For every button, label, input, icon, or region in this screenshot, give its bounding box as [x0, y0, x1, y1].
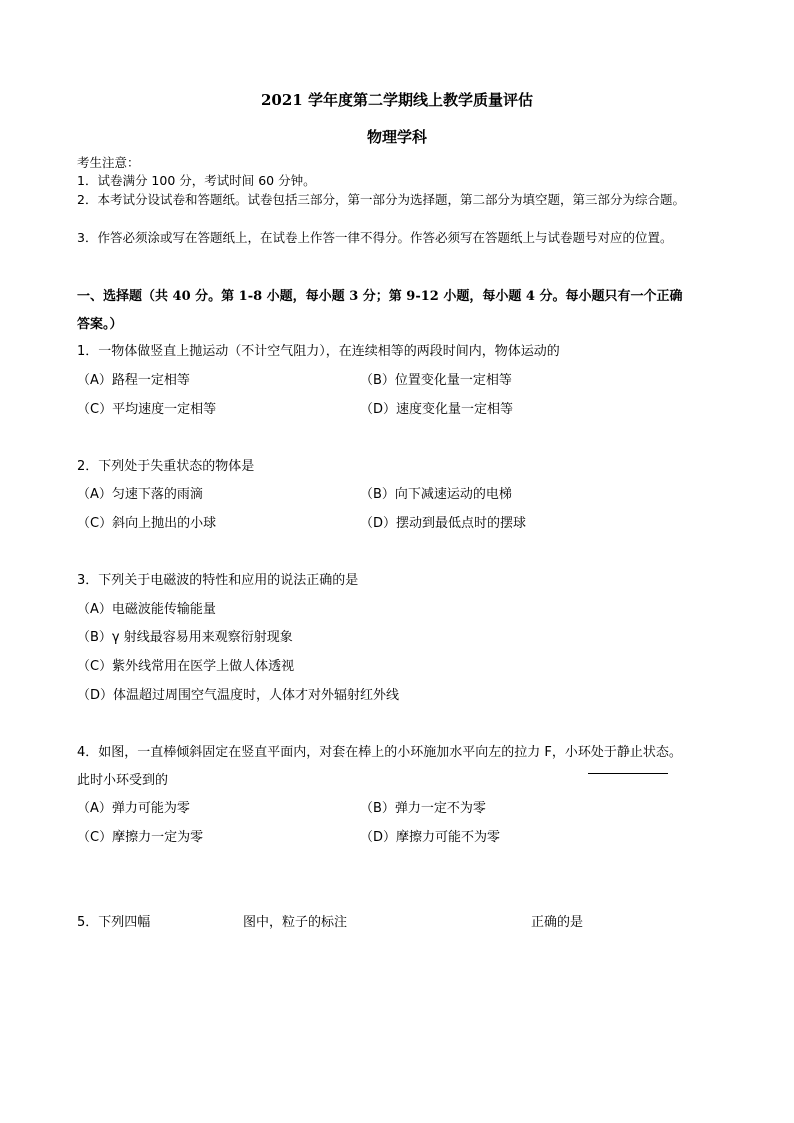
section-heading-line1: 一、选择题（共 40 分。第 1-8 小题，每小题 3 分；第 9-12 小题，每小题 4 分。每小题只有一个正确	[77, 289, 683, 304]
question-4-option-c: （C）摩擦力一定为零	[77, 830, 204, 845]
question-1-option-d: （D）速度变化量一定相等	[360, 402, 514, 417]
notice-item-3: 3．作答必须涂或写在答题纸上，在试卷上作答一律不得分。作答必须写在答题纸上与试卷题号对应的位置。	[77, 230, 673, 245]
subject-title: 物理学科	[366, 128, 427, 146]
question-5-stem-part2: 图中，粒子的标注	[243, 915, 348, 930]
question-4-option-b: （B）弹力一定不为零	[360, 801, 486, 816]
notice-item-2: 2．本考试分设试卷和答题纸。试卷包括三部分，第一部分为选择题，第二部分为填空题，第三部分为综合题。	[77, 192, 685, 207]
question-2-stem: 2．下列处于失重状态的物体是	[77, 459, 255, 474]
question-3-option-d: （D）体温超过周围空气温度时，人体才对外辐射红外线	[77, 688, 400, 703]
question-4-stem-line2: 此时小环受到的	[77, 773, 169, 788]
exam-title: 2021 学年度第二学期线上教学质量评估	[261, 91, 533, 109]
question-2-option-d: （D）摆动到最低点时的摆球	[360, 516, 527, 531]
question-4-option-d: （D）摩擦力可能不为零	[360, 830, 501, 845]
question-3-option-c: （C）紫外线常用在医学上做人体透视	[77, 659, 295, 674]
question-2-option-a: （A）匀速下落的雨滴	[77, 487, 203, 502]
question-5-stem-part3: 正确的是	[531, 915, 584, 930]
question-4-figure-rod	[588, 773, 668, 774]
question-4-stem-line1: 4．如图，一直棒倾斜固定在竖直平面内，对套在棒上的小环施加水平向左的拉力 F，小环处于静止状态。	[77, 745, 682, 760]
question-4-option-a: （A）弹力可能为零	[77, 801, 190, 816]
question-1-option-c: （C）平均速度一定相等	[77, 402, 217, 417]
question-3-option-b: （B）γ 射线最容易用来观察衍射现象	[77, 630, 293, 645]
section-heading-line2: 答案。）	[77, 317, 123, 332]
question-5-stem-part1: 5．下列四幅	[77, 915, 151, 930]
notice-item-1: 1．试卷满分 100 分，考试时间 60 分钟。	[77, 173, 316, 188]
question-2-option-b: （B）向下减速运动的电梯	[360, 487, 512, 502]
notice-heading: 考生注意：	[77, 155, 140, 170]
question-1-option-b: （B）位置变化量一定相等	[360, 373, 512, 388]
question-1-stem: 1．一物体做竖直上抛运动（不计空气阻力），在连续相等的两段时间内，物体运动的	[77, 344, 560, 359]
question-2-option-c: （C）斜向上抛出的小球	[77, 516, 217, 531]
question-1-option-a: （A）路程一定相等	[77, 373, 190, 388]
question-3-stem: 3．下列关于电磁波的特性和应用的说法正确的是	[77, 573, 359, 588]
question-3-option-a: （A）电磁波能传输能量	[77, 602, 216, 617]
